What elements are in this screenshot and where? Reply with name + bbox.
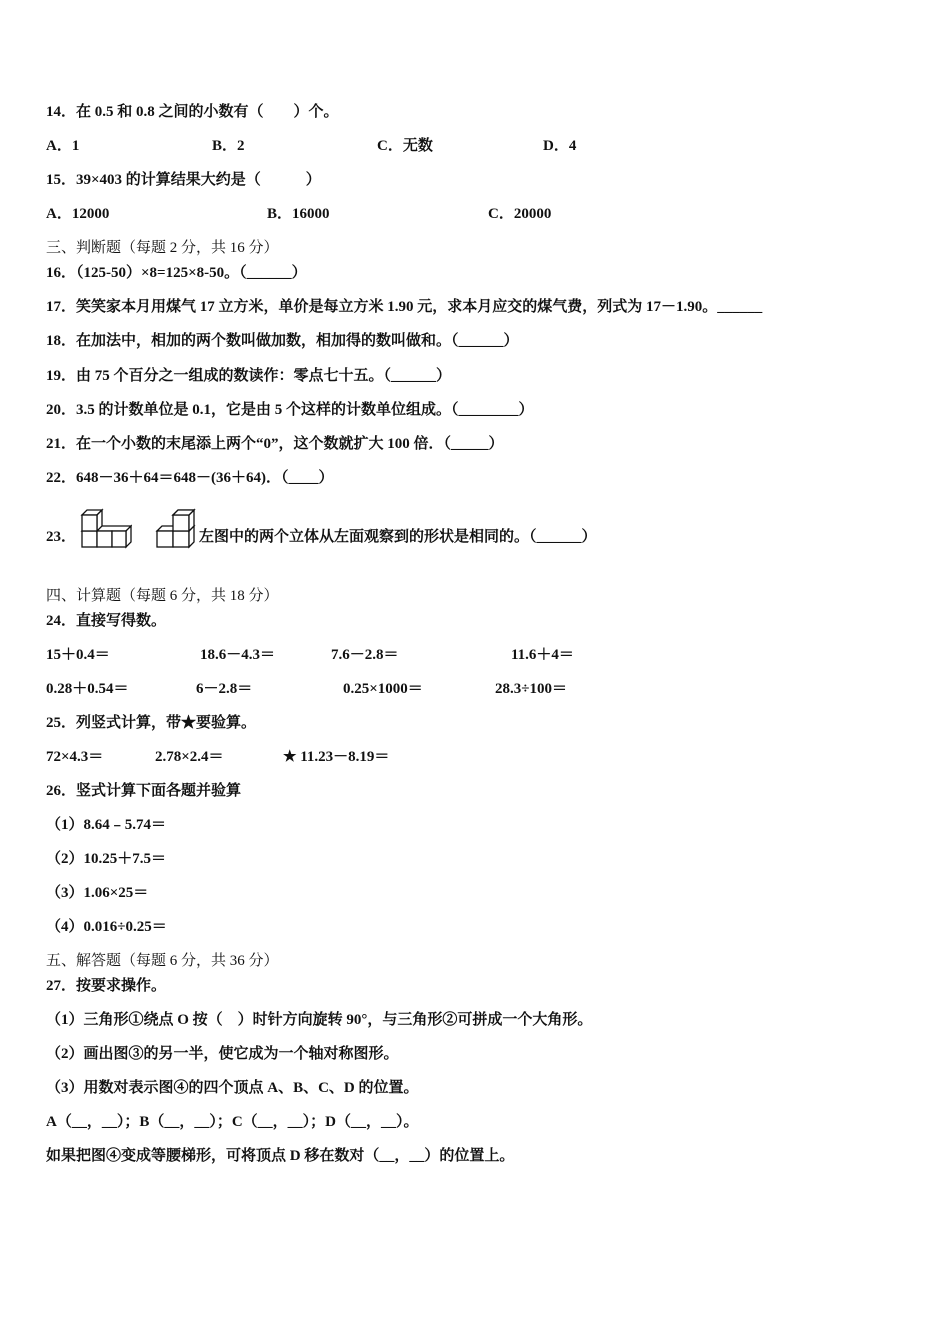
question-26-title: 26．竖式计算下面各题并验算 xyxy=(46,783,242,799)
q25-item-star: ★ 11.23－8.19＝ xyxy=(283,749,390,765)
question-22: 22．648－36＋64＝648－(36＋64)．（____） xyxy=(46,470,334,486)
q27-part-2: （2）画出图③的另一半，使它成为一个轴对称图形。 xyxy=(46,1046,399,1062)
question-20: 20．3.5 的计数单位是 0.1，它是由 5 个这样的计数单位组成。（________） xyxy=(46,402,534,418)
section-5-heading: 五、解答题（每题 6 分，共 36 分） xyxy=(46,953,279,969)
q14-option-b: B．2 xyxy=(212,138,245,154)
q15-option-a: A．12000 xyxy=(46,206,110,222)
q15-option-c: C．20000 xyxy=(488,206,552,222)
q26-item: （1）8.64﹣5.74＝ xyxy=(46,817,167,833)
q24-item: 28.3÷100＝ xyxy=(495,681,567,697)
q14-option-a: A．1 xyxy=(46,138,80,154)
q26-item: （4）0.016÷0.25＝ xyxy=(46,919,167,935)
section-4-heading: 四、计算题（每题 6 分，共 18 分） xyxy=(46,588,279,604)
question-15: 15．39×403 的计算结果大约是（ ） xyxy=(46,172,321,188)
q24-item: 18.6－4.3＝ xyxy=(200,647,276,663)
q24-item: 0.28＋0.54＝ xyxy=(46,681,129,697)
q26-item: （3）1.06×25＝ xyxy=(46,885,149,901)
q24-item: 6－2.8＝ xyxy=(196,681,253,697)
question-17: 17．笑笑家本月用煤气 17 立方米，单价是每立方米 1.90 元，求本月应交的煤气费，列式为 17－1.90。______ xyxy=(46,299,763,315)
question-14: 14．在 0.5 和 0.8 之间的小数有（ ）个。 xyxy=(46,104,339,120)
q24-item: 7.6－2.8＝ xyxy=(331,647,399,663)
q27-part-3: （3）用数对表示图④的四个顶点 A、B、C、D 的位置。 xyxy=(46,1080,419,1096)
q14-option-c: C．无数 xyxy=(377,138,433,154)
q25-item: 2.78×2.4＝ xyxy=(155,749,224,765)
question-24-title: 24．直接写得数。 xyxy=(46,613,167,629)
q26-item: （2）10.25＋7.5＝ xyxy=(46,851,167,867)
q24-item: 15＋0.4＝ xyxy=(46,647,110,663)
question-16: 16．（125-50）×8=125×8-50。（______） xyxy=(46,265,307,281)
q14-option-d: D．4 xyxy=(543,138,577,154)
q15-option-b: B．16000 xyxy=(267,206,330,222)
q27-part-1: （1）三角形①绕点 O 按（ ）时针方向旋转 90°，与三角形②可拼成一个大角形。 xyxy=(46,1012,593,1028)
q27-coordinates: A（__，__）；B（__，__）；C（__，__）；D（__，__）。 xyxy=(46,1114,419,1130)
cube-figure-left xyxy=(80,503,132,549)
q24-item: 0.25×1000＝ xyxy=(343,681,423,697)
question-18: 18．在加法中，相加的两个数叫做加数，相加得的数叫做和。（______） xyxy=(46,333,519,349)
question-21: 21．在一个小数的末尾添上两个“0”，这个数就扩大 100 倍．（_____） xyxy=(46,436,504,452)
q27-trapezoid: 如果把图④变成等腰梯形，可将顶点 D 移在数对（__，__）的位置上。 xyxy=(46,1148,515,1164)
question-25-title: 25．列竖式计算，带★要验算。 xyxy=(46,715,257,731)
section-3-heading: 三、判断题（每题 2 分，共 16 分） xyxy=(46,240,279,256)
question-19: 19．由 75 个百分之一组成的数读作：零点七十五。（______） xyxy=(46,368,452,384)
question-27-title: 27．按要求操作。 xyxy=(46,978,167,994)
cube-figure-right xyxy=(155,503,199,549)
question-23-number: 23． xyxy=(46,529,77,545)
q25-item: 72×4.3＝ xyxy=(46,749,104,765)
question-23-text: 左图中的两个立体从左面观察到的形状是相同的。（______） xyxy=(199,529,597,545)
q24-item: 11.6＋4＝ xyxy=(511,647,574,663)
